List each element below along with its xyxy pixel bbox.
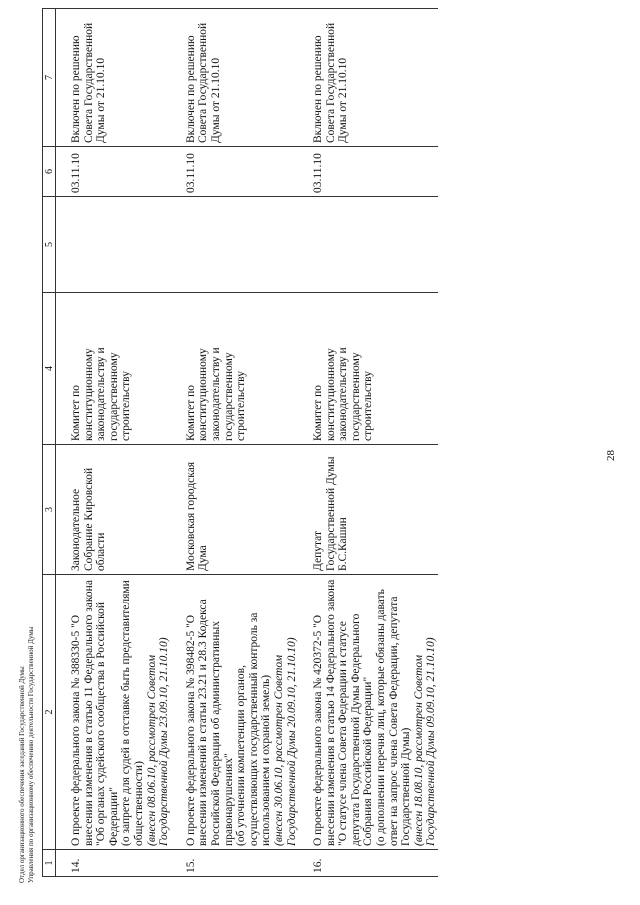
column-header: 6: [43, 147, 56, 197]
column-header: 4: [43, 293, 56, 445]
agenda-table: [42, 8, 438, 877]
page-number: 28: [605, 450, 617, 461]
table-row: [185, 9, 298, 877]
footer-line: Управления по организационному обеспечению деятельности Государственной Думы: [27, 626, 35, 883]
row-number: 16.: [312, 850, 438, 877]
committee: Комитет по конституционному законодательству и государственному строительству: [70, 293, 171, 445]
bill-description: [185, 575, 298, 850]
table-row: [312, 9, 438, 877]
table-row: [70, 9, 171, 877]
column-header: 3: [43, 445, 56, 575]
table-header-row: [43, 9, 56, 877]
bill-subtitle: (о дополнении перечня лиц, которые обязаны давать ответ на запрос члена Совета Федерации, депутата Государственной Думы): [375, 589, 413, 846]
initiator: Депутат Государственной Думы Б.С.Кашин: [312, 445, 438, 575]
column-5-cell: [185, 197, 298, 293]
bill-title: О проекте федерального закона № 420372-5 "О внесении изменения в статью 14 Федерального закона "О статусе члена Совета Федерации и статусе депутата Государственной Думы Федерального Собрания Российской Федерации": [312, 579, 375, 846]
initiator: Московская городская Дума: [185, 445, 298, 575]
committee: Комитет по конституционному законодательству и государственному строительству: [185, 293, 298, 445]
footer-line: Отдел организационного обеспечения заседаний Государственной Думы: [18, 666, 26, 883]
row-number: 15.: [185, 850, 298, 877]
column-header: 2: [43, 575, 56, 850]
bill-subtitle: (о запрете для судей в отставке быть представителями общественности): [120, 580, 145, 846]
column-header: 5: [43, 197, 56, 293]
column-5-cell: [70, 197, 171, 293]
bill-description: [70, 575, 171, 850]
footer: [18, 627, 36, 883]
committee: Комитет по конституционному законодательству и государственному строительству: [312, 293, 438, 445]
bill-title: О проекте федерального закона № 388330-5 "О внесении изменения в статью 11 Федерального закона "Об органах судейского сообщества в Российской Федерации": [70, 580, 120, 846]
bill-title: О проекте федерального закона № 398482-5 "О внесении изменений в статьи 23.21 и 28.3 Кодекса Российской Федерации об административных правонарушениях": [184, 599, 235, 846]
date: 03.11.10: [70, 147, 171, 197]
column-header: 7: [43, 9, 56, 147]
column-5-cell: [312, 197, 438, 293]
bill-note: (внесен 30.06.10, рассмотрен Советом Государственной Думы 20.09.10, 21.10.10): [272, 637, 298, 846]
date: 03.11.10: [312, 147, 438, 197]
bill-description: [312, 575, 438, 850]
row-number: 14.: [70, 850, 171, 877]
column-header: 1: [43, 850, 56, 877]
decision: Включен по решению Совета Государственной Думы от 21.10.10: [312, 9, 438, 147]
decision: Включен по решению Совета Государственной Думы от 21.10.10: [70, 9, 171, 147]
date: 03.11.10: [185, 147, 298, 197]
initiator: Законодательное Собрание Кировской области: [70, 445, 171, 575]
bill-note: (внесен 08.06.10, рассмотрен Советом Государственной Думы 23.09.10, 21.10.10): [145, 637, 171, 846]
bill-note: (внесен 18.08.10, рассмотрен Советом Государственной Думы 09.09.10, 21.10.10): [412, 637, 438, 846]
bill-subtitle: (об уточнении компетенции органов, осуществляющих государственный контроль за использованием и охраной земель): [235, 612, 273, 846]
decision: Включен по решению Совета Государственной Думы от 21.10.10: [185, 9, 298, 147]
